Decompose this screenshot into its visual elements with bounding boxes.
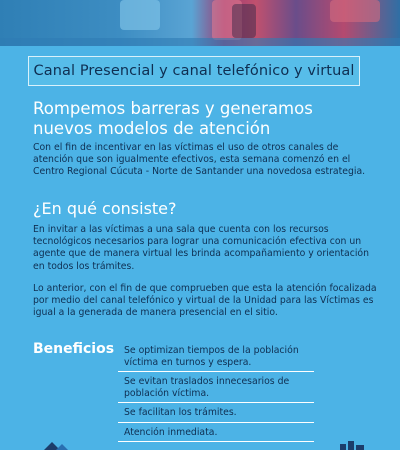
banner-title: Canal Presencial y canal telefónico y virtual [33,63,355,79]
footer-logos [0,438,400,450]
headline: Rompemos barreras y generamos nuevos modelos de atención [33,99,313,138]
description-paragraph-1: En invitar a las víctimas a una sala que cuenta con los recursos tecnológicos necesarios para lograr una comunicación efectiva con un agente que de manera virtual les brinda acompañamiento y orientación en todos los trámites. [33,224,370,272]
right-logo-mark [340,444,346,450]
benefits-list [118,345,314,446]
description-paragraph-2: Lo anterior, con el fin de que comprueben que esta la atención focalizada por medio del canal telefónico y virtual de la Unidad para las Víctimas es igual a la generada de manera presencial en el sitio. [33,283,377,319]
title-banner [28,56,360,86]
header-photo [0,0,400,46]
section-title: ¿En qué consiste? [33,199,177,218]
benefit-item: Atención inmediata. [118,427,314,443]
benefit-item: Se optimizan tiempos de la población víctima en turnos y espera. [118,345,314,372]
benefits-title: Beneficios [33,341,115,357]
benefit-item: Se facilitan los trámites. [118,407,314,423]
intro-paragraph: Con el fin de incentivar en las víctimas el uso de otros canales de atención que son igualmente efectivos, esta semana comenzó en el Centro Regional Cúcuta - Norte de Santander una novedosa estrategia. [33,142,366,178]
benefit-item: Se evitan traslados innecesarios de población víctima. [118,376,314,403]
